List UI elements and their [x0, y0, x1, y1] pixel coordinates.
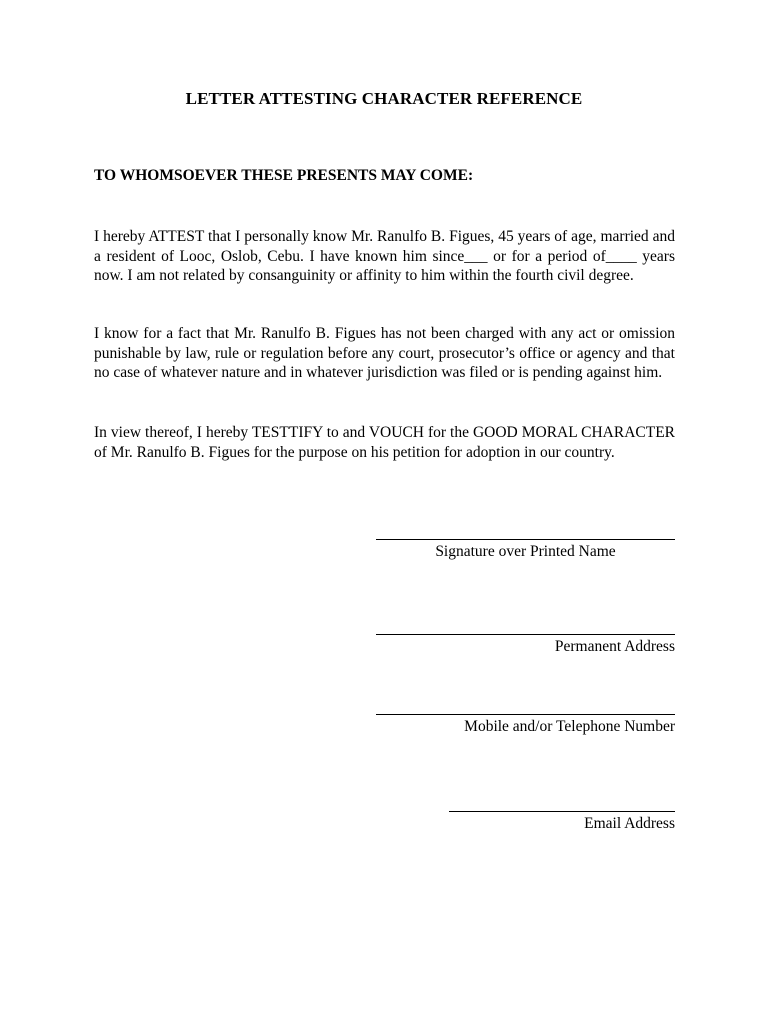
signature-caption: Signature over Printed Name: [435, 543, 616, 560]
signature-blank-line: [376, 538, 675, 540]
salutation: TO WHOMSOEVER THESE PRESENTS MAY COME:: [94, 167, 474, 184]
email-blank-line: [449, 810, 675, 812]
document-title: LETTER ATTESTING CHARACTER REFERENCE: [185, 89, 583, 108]
permanent-address-field: [376, 633, 675, 656]
signature-field: [376, 538, 675, 561]
email-address-field: [449, 810, 675, 833]
paragraph-vouch: In view thereof, I hereby TESTTIFY to and VOUCH for the GOOD MORAL CHARACTER of Mr. Ranulfo B. Figues for the purpose on his petition for adoption in our country.: [94, 424, 675, 461]
address-blank-line: [376, 633, 675, 635]
paragraph-attestation: I hereby ATTEST that I personally know Mr. Ranulfo B. Figues, 45 years of age, married and a resident of Looc, Oslob, Cebu. I have known him since___ or for a period of____ years now. I am not related by consanguinity or affinity to him within the fourth civil degree.: [94, 228, 675, 284]
phone-caption: Mobile and/or Telephone Number: [464, 718, 675, 735]
paragraph-no-case: I know for a fact that Mr. Ranulfo B. Figues has not been charged with any act or omission punishable by law, rule or regulation before any court, prosecutor’s office or agency and that no case of whatever nature and in whatever jurisdiction was filed or is pending against him.: [94, 325, 675, 381]
address-caption: Permanent Address: [554, 638, 675, 655]
phone-number-field: [376, 713, 675, 736]
email-caption: Email Address: [584, 815, 675, 832]
phone-blank-line: [376, 713, 675, 715]
